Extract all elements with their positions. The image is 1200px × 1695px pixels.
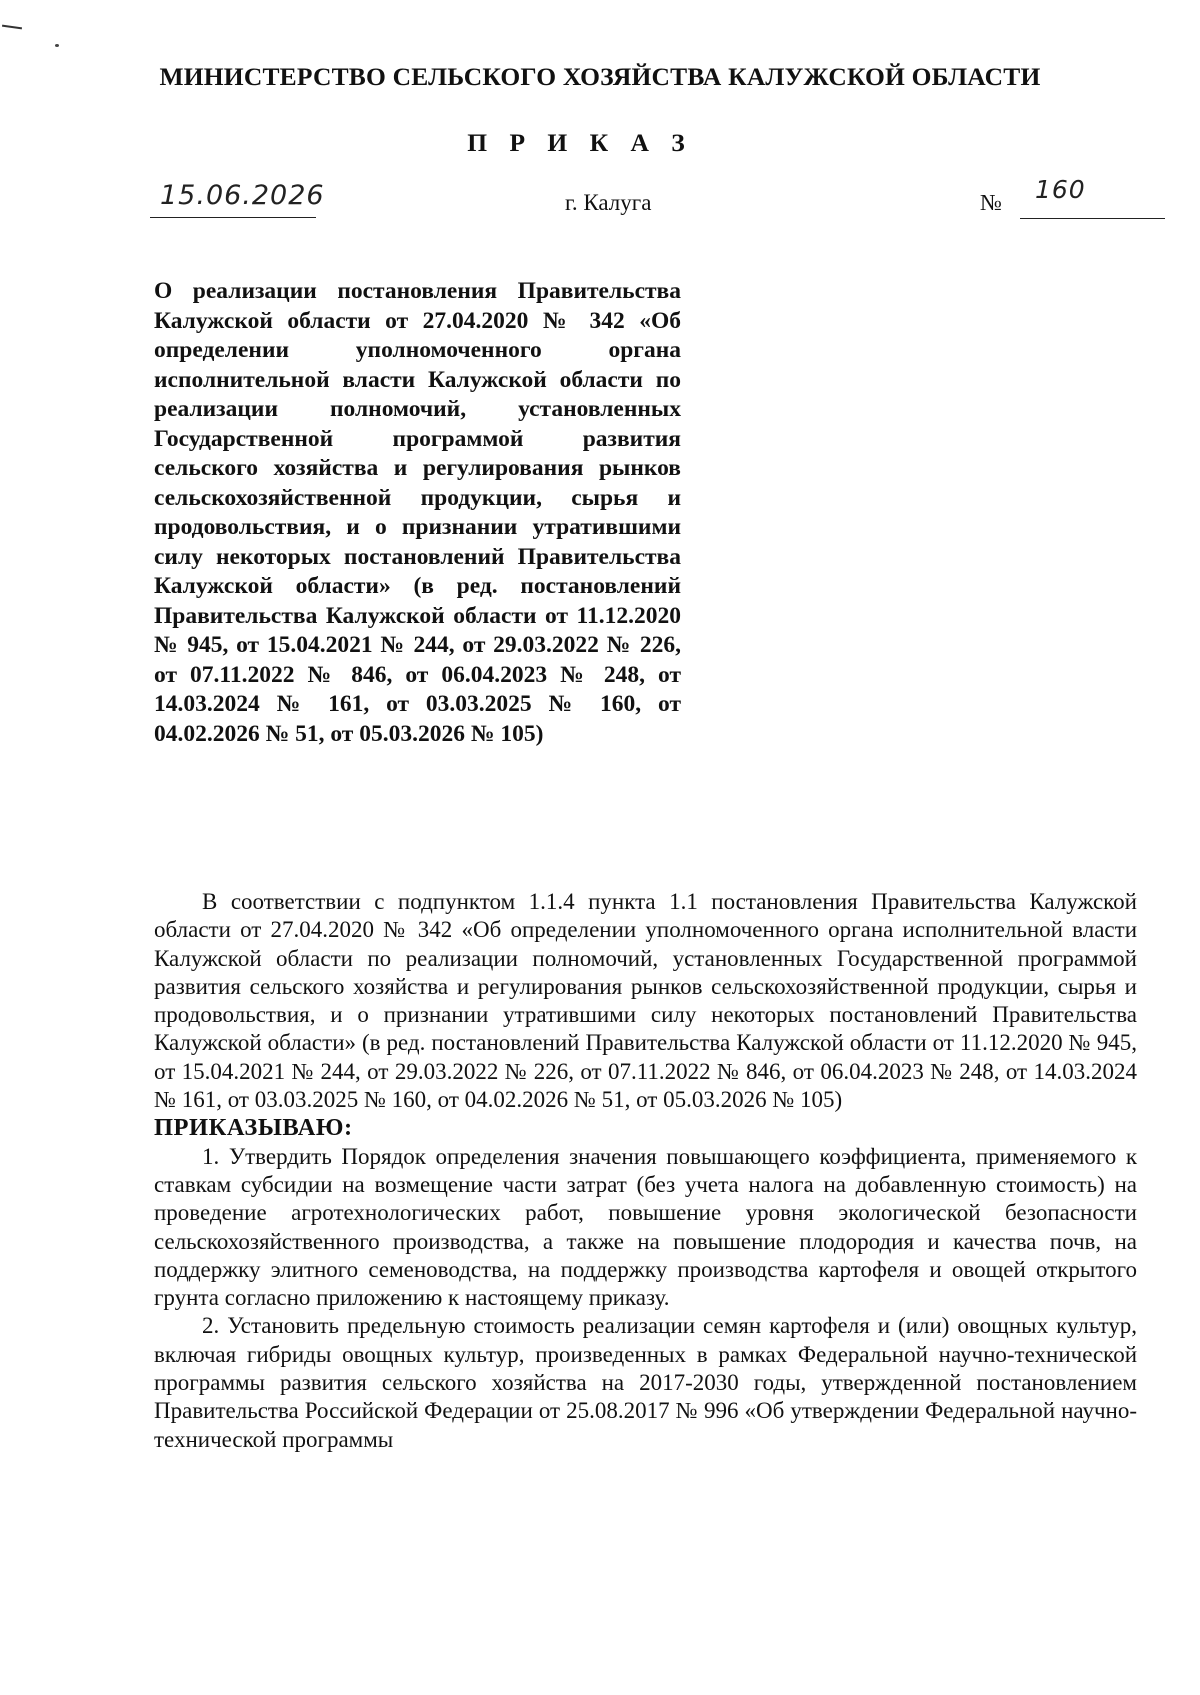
ministry-heading: МИНИСТЕРСТВО СЕЛЬСКОГО ХОЗЯЙСТВА КАЛУЖСКОЙ ОБЛАСТИ: [159, 62, 1041, 91]
order-body: [154, 888, 1137, 1454]
number-label: №: [980, 190, 1002, 215]
order-item-1: 1. Утвердить Порядок определения значения повышающего коэффициента, применяемого к ставкам субсидии на возмещение части затрат (без учета налога на добавленную стоимость) на проведение агротехнологических работ, повышение уровня экологической безопасности сельскохозяйственного производства, а также на повышение плодородия и качества почв, на поддержку элитного семеноводства, на поддержку производства картофеля и овощей открытого грунта согласно приложению к настоящему приказу.: [154, 1143, 1137, 1311]
order-item-2: 2. Установить предельную стоимость реализации семян картофеля и (или) овощных культур, включая гибриды овощных культур, произведенных в рамках Федеральной научно-технической программы развития сельского хозяйства на 2017-2030 годы, утвержденной постановлением Правительства Российской Федерации от 25.08.2017 № 996 «Об утверждении Федеральной научно-технической программы: [154, 1313, 1137, 1452]
city-label: г. Калуга: [565, 190, 652, 215]
preamble-paragraph: В соответствии с подпунктом 1.1.4 пункта 1.1 постановления Правительства Калужской области от 27.04.2020 № 342 «Об определении уполномоченного органа исполнительной власти Калужской области по реализации полномочий, установленных Государственной программой развития сельского хозяйства и регулирования рынков сельскохозяйственной продукции, сырья и продовольствия, и о признании утратившими силу некоторых постановлений Правительства Калужской области» (в ред. постановлений Правительства Калужской области от 11.12.2020 № 945, от 15.04.2021 № 244, от 29.03.2022 № 226, от 07.11.2022 № 846, от 06.04.2023 № 248, от 14.03.2024 № 161, от 03.03.2025 № 160, от 04.02.2026 № 51, от 05.03.2026 № 105): [154, 889, 1137, 1113]
order-subject: О реализации постановления Правительства Калужской области от 27.04.2020 № 342 «Об определении уполномоченного органа исполнительной власти Калужской области по реализации полномочий, установленных Государственной программой развития сельского хозяйства и регулирования рынков сельскохозяйственной продукции, сырья и продовольствия, и о признании утратившими силу некоторых постановлений Правительства Калужской области» (в ред. постановлений Правительства Калужской области от 11.12.2020 № 945, от 15.04.2021 № 244, от 29.03.2022 № 226, от 07.11.2022 № 846, от 06.04.2023 № 248, от 14.03.2024 № 161, от 03.03.2025 № 160, от 04.02.2026 № 51, от 05.03.2026 № 105): [154, 278, 681, 747]
date-underline: [150, 217, 316, 218]
handwritten-date: 15.06.2026: [160, 180, 325, 211]
handwritten-number: 160: [1035, 175, 1086, 204]
scan-artifact: [2, 25, 22, 30]
order-title: П Р И К А З: [467, 128, 693, 157]
number-underline: [1020, 218, 1165, 219]
scan-artifact: [55, 44, 59, 47]
decree-word: ПРИКАЗЫВАЮ:: [154, 1114, 353, 1142]
